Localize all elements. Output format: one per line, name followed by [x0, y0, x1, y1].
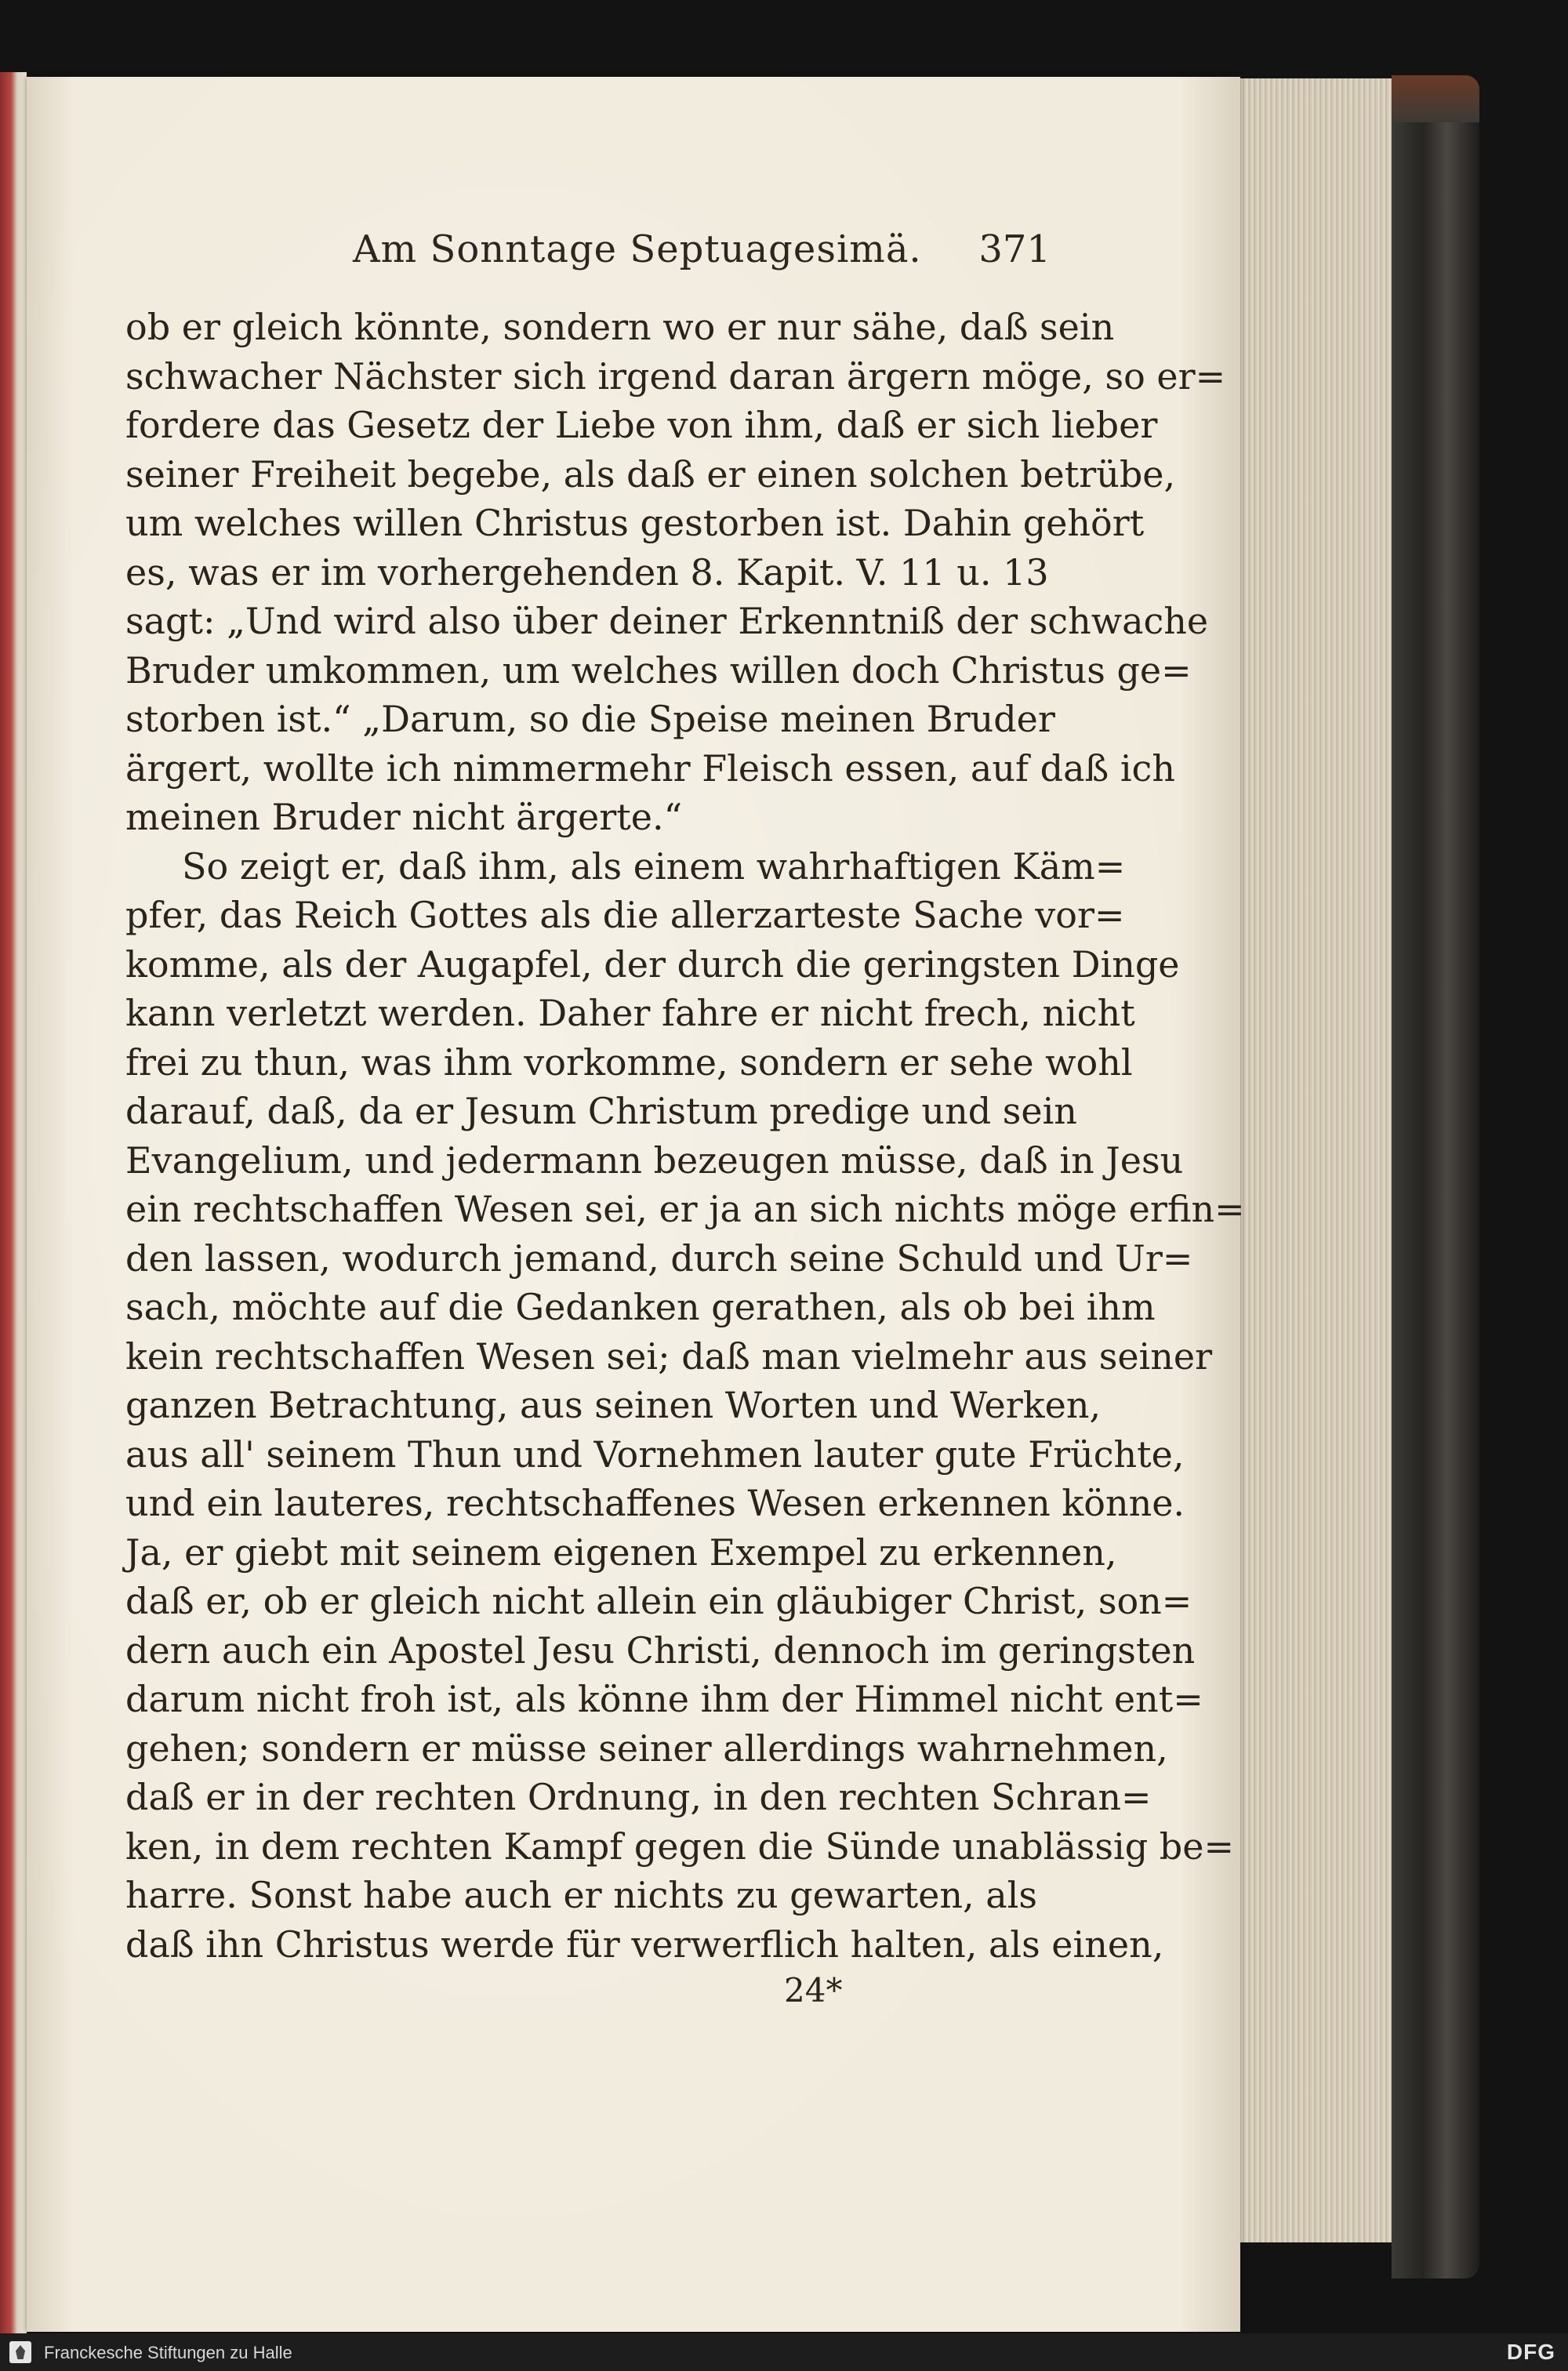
book-cover — [1392, 75, 1479, 2278]
body-text — [125, 303, 1245, 1969]
text-line: komme, als der Augapfel, der durch die geringsten Dinge — [125, 942, 1180, 986]
text-line: storben ist.“ „Darum, so die Speise meinen Bruder — [125, 698, 1055, 740]
text-line: aus all' seinem Thun und Vornehmen lauter gute Früchte, — [125, 1432, 1185, 1476]
text-line: ein rechtschaffen Wesen sei, er ja an sich nichts möge erfin= — [125, 1188, 1245, 1230]
signature-mark: 24* — [784, 1971, 843, 2010]
text-line: Ja, er giebt mit seinem eigenen Exempel zu erkennen, — [125, 1530, 1117, 1574]
text-line: frei zu thun, was ihm vorkomme, sondern er sehe wohl — [125, 1040, 1133, 1084]
paragraph-start-line: So zeigt er, daß ihm, als einem wahrhaftigen Käm= — [182, 844, 1126, 888]
institution-logo-icon — [9, 2341, 31, 2363]
text-line: und ein lauteres, rechtschaffenes Wesen erkennen könne. — [125, 1482, 1185, 1524]
text-line: sagt: „Und wird also über deiner Erkenntniß der schwache — [125, 600, 1209, 642]
text-line: Bruder umkommen, um welches willen doch Christus ge= — [125, 648, 1192, 692]
text-line: daß er, ob er gleich nicht allein ein gläubiger Christ, son= — [125, 1580, 1192, 1622]
text-line: ganzen Betrachtung, aus seinen Worten und Werken, — [125, 1384, 1102, 1426]
running-title: Am Sonntage Septuagesimä. — [353, 227, 922, 271]
page-header — [329, 227, 1051, 274]
previous-page-edge — [0, 72, 27, 2338]
text-line: Evangelium, und jedermann bezeugen müsse, daß in Jesu — [125, 1138, 1184, 1182]
text-line: seiner Freiheit begebe, als daß er einen solchen betrübe, — [125, 452, 1176, 496]
book-page — [27, 77, 1245, 2332]
text-line: sach, möchte auf die Gedanken gerathen, als ob bei ihm — [125, 1286, 1156, 1328]
text-line: den lassen, wodurch jemand, durch seine Schuld und Ur= — [125, 1236, 1193, 1280]
text-line: daß ihn Christus werde für verwerflich halten, als einen, — [125, 1923, 1164, 1966]
text-line: kann verletzt werden. Daher fahre er nicht frech, nicht — [125, 992, 1135, 1034]
footer-brand-logo: DFG — [1506, 2340, 1555, 2364]
text-line: dern auch ein Apostel Jesu Christi, dennoch im geringsten — [125, 1628, 1196, 1672]
text-line: meinen Bruder nicht ärgerte.“ — [125, 796, 683, 838]
text-line: darauf, daß, da er Jesum Christum predige und sein — [125, 1090, 1077, 1132]
text-line: ob er gleich könnte, sondern wo er nur sähe, daß sein — [125, 306, 1115, 348]
text-line: darum nicht froh ist, als könne ihm der Himmel nicht ent= — [125, 1678, 1203, 1720]
text-line: fordere das Gesetz der Liebe von ihm, daß er sich lieber — [125, 404, 1158, 446]
book-cover-top — [1392, 75, 1479, 122]
text-line: daß er in der rechten Ordnung, in den rechten Schran= — [125, 1776, 1152, 1818]
text-line: pfer, das Reich Gottes als die allerzarteste Sache vor= — [125, 894, 1125, 936]
text-line: ärgert, wollte ich nimmermehr Fleisch essen, auf daß ich — [125, 746, 1175, 790]
text-line: um welches willen Christus gestorben ist. Dahin gehört — [125, 502, 1145, 544]
text-line: gehen; sondern er müsse seiner allerdings wahrnehmen, — [125, 1727, 1168, 1770]
page-number: 371 — [978, 227, 1051, 271]
footer-bar — [0, 2333, 1568, 2371]
footer-institution: Franckesche Stiftungen zu Halle — [44, 2343, 292, 2362]
text-line: schwacher Nächster sich irgend daran ärgern möge, so er= — [125, 354, 1226, 398]
text-line: harre. Sonst habe auch er nichts zu gewarten, als — [125, 1874, 1037, 1916]
text-line: kein rechtschaffen Wesen sei; daß man vielmehr aus seiner — [125, 1334, 1213, 1378]
text-line: ken, in dem rechten Kampf gegen die Sünde unablässig be= — [125, 1825, 1235, 1868]
text-line: es, was er im vorhergehenden 8. Kapit. V. 11 u. 13 — [125, 550, 1049, 594]
page-block-edge — [1223, 78, 1399, 2242]
